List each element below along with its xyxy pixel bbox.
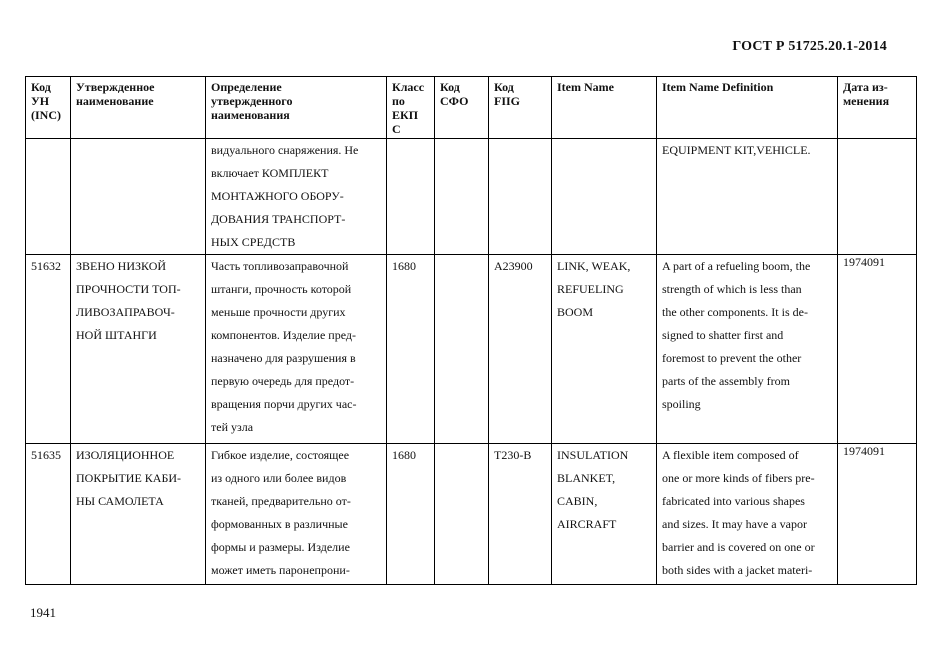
cell-change-date: [838, 139, 917, 255]
cell-change-date: 1974091: [838, 444, 917, 585]
cell-item-name: LINK, WEAK, REFUELING BOOM: [552, 255, 657, 444]
cell-item-definition: A flexible item composed of one or more kinds of fibers pre- fabricated into various shapes and sizes. It may have a vapor barrier and is covered on one or both sides with a jacket materi-: [657, 444, 838, 585]
cell-approved-name: [71, 139, 206, 255]
page-number: 1941: [30, 605, 56, 620]
table-row: [26, 255, 917, 444]
cell-sfo: [435, 444, 489, 585]
table-row: [26, 139, 917, 255]
col-header-item-name: Item Name: [552, 77, 657, 139]
cell-approved-name: ЗВЕНО НИЗКОЙ ПРОЧНОСТИ ТОП- ЛИВОЗАПРАВОЧ- НОЙ ШТАНГИ: [71, 255, 206, 444]
col-header-change-date: Дата из- менения: [838, 77, 917, 139]
cell-fiig: [489, 139, 552, 255]
cell-class: 1680: [387, 444, 435, 585]
cell-item-name: INSULATION BLANKET, CABIN, AIRCRAFT: [552, 444, 657, 585]
col-header-class: Класс по ЕКП С: [387, 77, 435, 139]
cell-inc: 51632: [26, 255, 71, 444]
cell-class: [387, 139, 435, 255]
cell-item-name: [552, 139, 657, 255]
col-header-fiig: Код FIIG: [489, 77, 552, 139]
cell-definition: Часть топливозаправочной штанги, прочность которой меньше прочности других компонентов. Изделие пред- назначено для разрушения в первую очередь для предот- вращения порчи других час- тей узла: [206, 255, 387, 444]
col-header-approved-name: Утвержденное наименование: [71, 77, 206, 139]
cell-definition: Гибкое изделие, состоящее из одного или более видов тканей, предварительно от- формованных в различные формы и размеры. Изделие может иметь паронепрони-: [206, 444, 387, 585]
cell-change-date: 1974091: [838, 255, 917, 444]
col-header-definition: Определение утвержденного наименования: [206, 77, 387, 139]
cell-class: 1680: [387, 255, 435, 444]
cell-item-definition: EQUIPMENT KIT,VEHICLE.: [657, 139, 838, 255]
cell-sfo: [435, 139, 489, 255]
cell-fiig: T230-B: [489, 444, 552, 585]
cell-item-definition: A part of a refueling boom, the strength of which is less than the other components. It is de- signed to shatter first and foremost to prevent the other parts of the assembly from spoiling: [657, 255, 838, 444]
document-id: ГОСТ Р 51725.20.1-2014: [732, 39, 887, 54]
cell-fiig: A23900: [489, 255, 552, 444]
cell-definition: видуального снаряжения. Не включает КОМПЛЕКТ МОНТАЖНОГО ОБОРУ- ДОВАНИЯ ТРАНСПОРТ- НЫХ СРЕДСТВ: [206, 139, 387, 255]
col-header-item-definition: Item Name Definition: [657, 77, 838, 139]
nomenclature-table: [25, 76, 917, 585]
col-header-inc: Код УН (INC): [26, 77, 71, 139]
col-header-sfo: Код СФО: [435, 77, 489, 139]
table-row: [26, 444, 917, 585]
cell-sfo: [435, 255, 489, 444]
cell-approved-name: ИЗОЛЯЦИОННОЕ ПОКРЫТИЕ КАБИ- НЫ САМОЛЕТА: [71, 444, 206, 585]
table-header-row: [26, 77, 917, 139]
cell-inc: 51635: [26, 444, 71, 585]
cell-inc: [26, 139, 71, 255]
